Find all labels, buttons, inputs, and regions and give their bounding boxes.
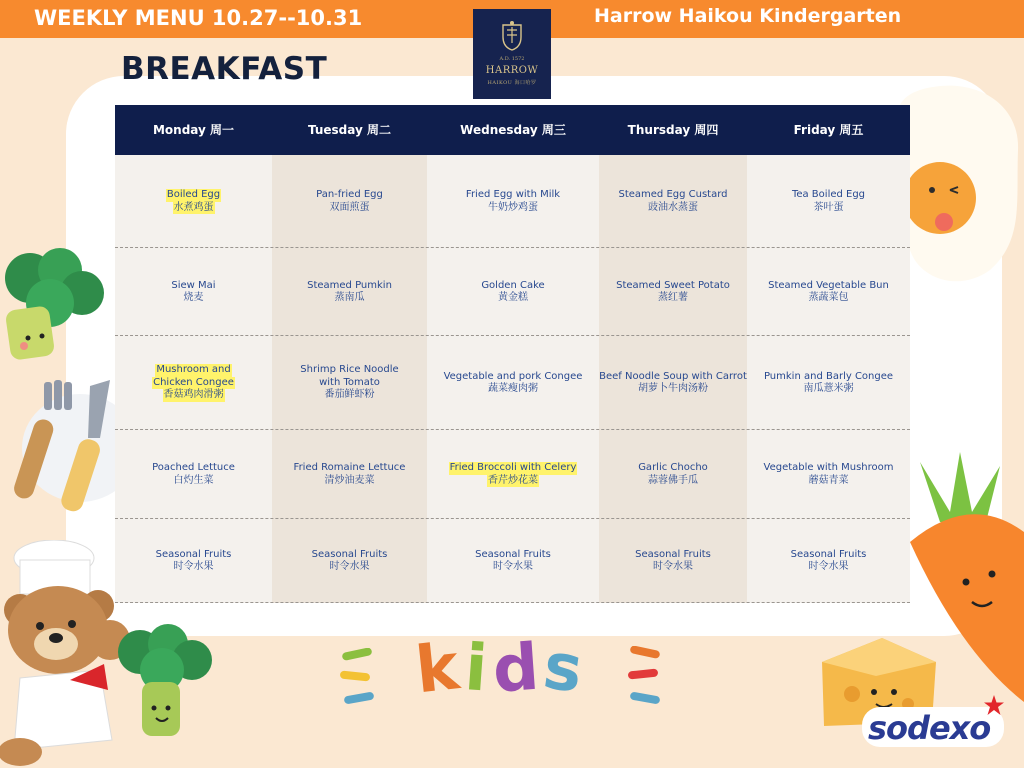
table-header [115,105,910,155]
menu-item-text: 水煮鸡蛋 [173,201,214,213]
menu-item-text: Steamed Pumkin [307,279,392,291]
menu-item-text: 白灼生菜 [173,474,214,486]
school-name: Harrow Haikou Kindergarten [594,5,902,27]
menu-item-text: Shrimp Rice Noodle [300,364,399,376]
menu-cell [427,519,599,603]
menu-item-text: Vegetable and pork Congee [443,370,583,382]
kids-left-dashes-icon [338,648,380,710]
menu-item-text: Tea Boiled Egg [791,189,866,200]
menu-cell [599,519,747,603]
menu-cell [115,248,272,336]
day-header: Monday 周一 [152,123,235,137]
menu-item-text: Poached Lettuce [152,462,235,473]
kids-logo [412,629,594,709]
menu-item-text: 蘑菇青菜 [808,474,849,486]
menu-table [115,105,910,603]
menu-cell [427,430,599,519]
menu-cell [747,248,910,336]
menu-item-text: Fried Egg with Milk [465,189,561,200]
menu-item-text: 时令水果 [173,561,214,572]
menu-item-text: Vegetable with Mushroom [763,462,894,473]
menu-item-text: 番茄鲜虾粉 [324,389,375,401]
menu-item-text: Steamed Vegetable Bun [768,279,889,291]
menu-item-text: 时令水果 [493,561,533,572]
school-logo [473,9,551,99]
menu-cell [272,519,427,603]
menu-item-text: 牛奶炒鸡蛋 [488,201,538,213]
broccoli-character-icon [112,624,216,740]
day-header: Friday 周五 [793,123,864,137]
kids-right-dashes-icon [624,646,666,710]
logo-subtitle: HAIKOU 海口哈罗 [487,80,537,86]
menu-cell [599,248,747,336]
page-title: BREAKFAST [121,51,328,87]
menu-item-text: 胡萝卜牛肉汤粉 [638,383,708,394]
menu-item-text: 双面煎蛋 [329,201,370,213]
menu-item-text: with Tomato [319,376,380,388]
sodexo-wordmark: sodexo [868,709,991,747]
menu-item-text: 烧麦 [183,292,204,303]
menu-item-text: Fried Romaine Lettuce [293,462,406,473]
menu-cell [427,155,599,248]
menu-item-text: Pumkin and Barly Congee [763,370,894,382]
logo-est: A.D. 1572 [499,56,525,62]
menu-cell [272,248,427,336]
menu-item-text: Chicken Congee [153,376,234,388]
menu-item-text: Seasonal Fruits [475,548,551,560]
menu-item-text: 香芹炒花菜 [488,474,538,486]
menu-item-text: 蒜蓉佛手瓜 [648,474,698,486]
menu-cell [272,430,427,519]
menu-item-text: 蔬菜瘦肉粥 [488,383,538,394]
menu-cell [747,336,910,430]
kids-letter: s [539,629,594,709]
day-header: Thursday 周四 [627,123,719,137]
day-header: Wednesday 周三 [460,123,566,137]
menu-cell [115,430,272,519]
kids-letter: k [412,629,469,709]
menu-item-text: Steamed Sweet Potato [616,279,730,291]
menu-item-text: Mushroom and [156,364,231,376]
sodexo-logo [862,707,1012,751]
menu-item-text: Beef Noodle Soup with Carrot [599,370,747,382]
menu-item-text: 豉油水蒸蛋 [648,201,698,213]
menu-cell [272,336,427,430]
menu-cell [427,248,599,336]
menu-item-text: Seasonal Fruits [311,548,388,560]
menu-item-text: 蒸红薯 [658,292,688,303]
menu-item-text: Garlic Chocho [638,462,708,473]
menu-item-text: 时令水果 [653,561,693,572]
week-label: WEEKLY MENU 10.27--10.31 [34,6,363,30]
menu-item-text: Golden Cake [481,279,545,291]
menu-item-text: 清炒油麦菜 [324,474,375,486]
star-icon [984,695,1004,715]
menu-item-text: Boiled Egg [166,189,221,200]
logo-name: HARROW [485,65,539,76]
menu-cell [272,155,427,248]
menu-item-text: Steamed Egg Custard [618,189,728,200]
menu-item-text: Fried Broccoli with Celery [449,462,577,473]
menu-item-text: 蒸蔬菜包 [808,292,849,303]
crest-icon [501,21,523,51]
menu-cell [115,519,272,603]
menu-item-text: 蒸南瓜 [334,292,365,303]
menu-cell [115,155,272,248]
menu-item-text: 南瓜薏米粥 [803,383,854,394]
kids-letter: d [489,630,547,708]
broccoli-icon [0,248,110,368]
menu-item-text: Siew Mai [171,279,216,291]
menu-item-text: 时令水果 [808,561,849,572]
menu-cell [747,430,910,519]
menu-cell [599,155,747,248]
menu-item-text: 黄金糕 [498,292,528,303]
menu-cell [599,336,747,430]
menu-cell [427,336,599,430]
day-header: Tuesday 周二 [307,123,391,137]
menu-item-text: Seasonal Fruits [635,548,711,560]
kids-letter: i [462,631,496,707]
menu-cell [747,519,910,603]
menu-item-text: Pan-fried Egg [316,189,383,200]
menu-item-text: 茶叶蛋 [813,201,844,213]
menu-item-text: 时令水果 [329,561,370,572]
menu-item-text: Seasonal Fruits [155,548,232,560]
menu-cell [747,155,910,248]
menu-cell [599,430,747,519]
fork-knife-icon [10,378,116,518]
menu-item-text: 香菇鸡肉滑粥 [163,389,224,401]
menu-item-text: Seasonal Fruits [790,548,867,560]
menu-cell [115,336,272,430]
